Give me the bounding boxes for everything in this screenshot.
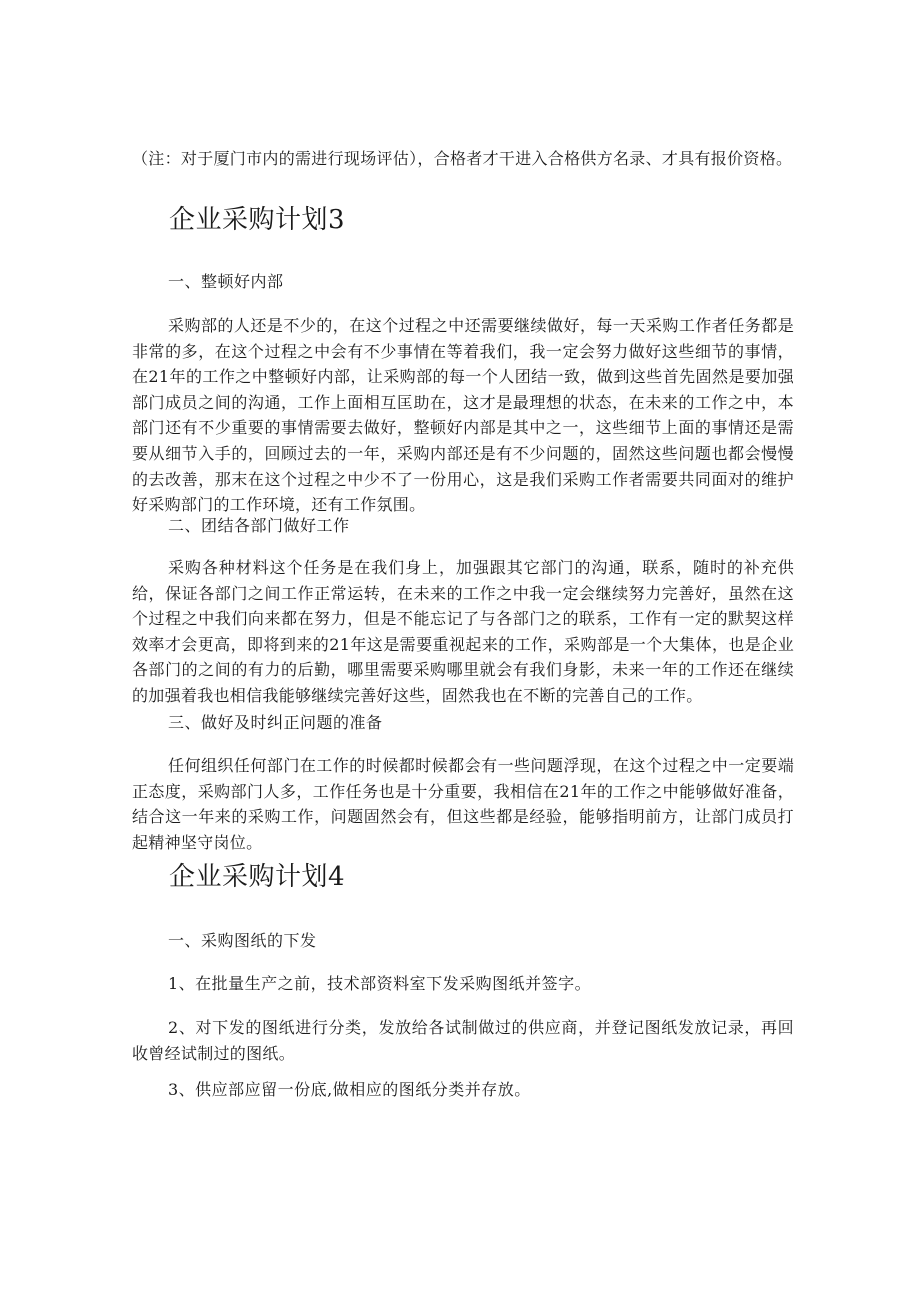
plan3-paragraph-1: 采购部的人还是不少的，在这个过程之中还需要继续做好，每一天采购工作者任务都是非常的多，在这个过程之中会有不少事情在等着我们，我一定会努力做好这些细节的事情，在21年的工作之中整顿好内部，让采购部的每一个人团结一致，做到这些首先固然是要加强部门成员之间的沟通，工作上面相互匡助在，这才是最理想的状态，在未来的工作之中，本部门还有不少重要的事情需要去做好，整顿好内部是其中之一，这些细节上面的事情还是需要从细节入手的，回顾过去的一年，采购内部还是有不少问题的，固然这些问题也都会慢慢的去改善，那末在这个过程之中少不了一份用心，这是我们采购工作者需要共同面对的维护好采购部门的工作环境，还有工作氛围。 [132,316,794,515]
section-title-plan-4: 企业采购计划4 [169,862,346,892]
plan3-heading-2: 二、团结各部门做好工作 [168,516,350,535]
plan3-heading-3: 三、做好及时纠正问题的准备 [168,713,383,732]
plan4-heading-1: 一、采购图纸的下发 [168,931,317,950]
plan4-item-2: 2、对下发的图纸进行分类，发放给各试制做过的供应商，并登记图纸发放记录，再回收曾经试制过的图纸。 [132,1018,794,1063]
intro-paragraph: （注：对于厦门市内的需进行现场评估），合格者才干进入合格供方名录、才具有报价资格。 [132,149,793,168]
plan4-item-1: 1、在批量生产之前，技术部资料室下发采购图纸并签字。 [168,974,592,993]
plan3-paragraph-2: 采购各种材料这个任务是在我们身上，加强跟其它部门的沟通，联系，随时的补充供给，保证各部门之间工作正常运转，在未来的工作之中我一定会继续努力完善好，虽然在这个过程之中我们向来都在努力，但是不能忘记了与各部门之的联系，工作有一定的默契这样效率才会更高，即将到来的21年这是需要重视起来的工作，采购部是一个大集体，也是企业各部门的之间的有力的后勤，哪里需要采购哪里就会有我们身影，未来一年的工作还在继续的加强着我也相信我能够继续完善好这些，固然我也在不断的完善自己的工作。 [132,558,794,705]
plan3-paragraph-3: 任何组织任何部门在工作的时候都时候都会有一些问题浮现，在这个过程之中一定要端正态度，采购部门人多，工作任务也是十分重要，我相信在21年的工作之中能够做好准备，结合这一年来的采购工作，问题固然会有，但这些都是经验，能够指明前方，让部门成员打起精神坚守岗位。 [132,756,794,852]
plan3-heading-1: 一、整顿好内部 [168,272,284,291]
plan4-item-3: 3、供应部应留一份底,做相应的图纸分类并存放。 [168,1080,531,1099]
section-title-plan-3: 企业采购计划3 [169,205,346,235]
